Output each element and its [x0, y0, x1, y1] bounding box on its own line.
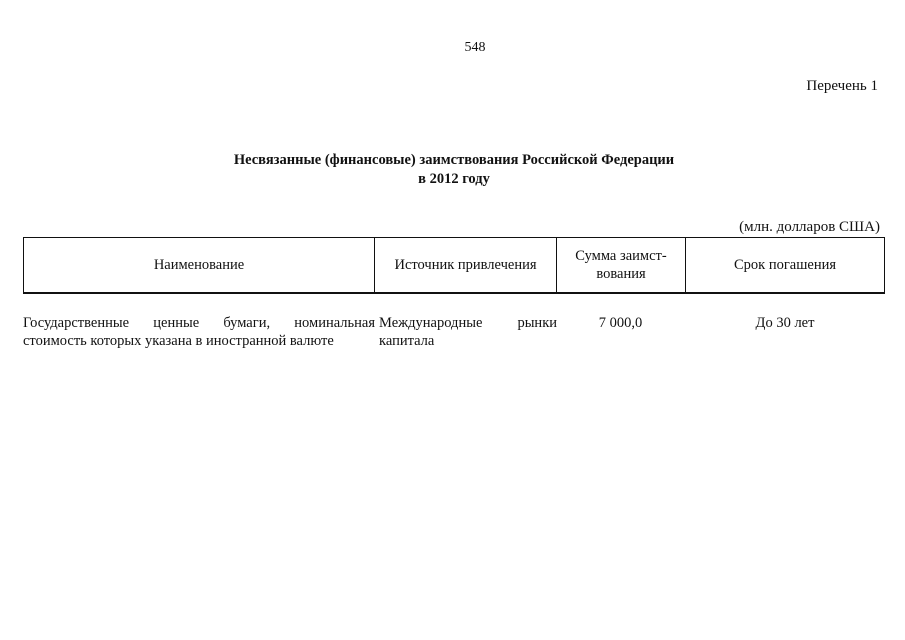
units-note: (млн. долларов США)	[739, 219, 880, 235]
header-name: Наименование	[24, 238, 375, 292]
header-amount: Сумма заимст-вования	[557, 238, 686, 292]
header-source: Источник привлечения	[375, 238, 557, 292]
list-label: Перечень 1	[806, 78, 878, 94]
table-header	[23, 237, 885, 294]
document-title-line-1: Несвязанные (финансовые) заимствования Российской Федерации	[233, 152, 675, 168]
page-number: 548	[464, 40, 486, 55]
row-amount: 7 000,0	[598, 315, 643, 331]
row-source: Международные рынки капитала	[379, 315, 557, 349]
document-title	[0, 151, 905, 189]
header-term: Срок погашения	[733, 257, 837, 273]
document-title-line-2: в 2012 году	[418, 171, 490, 187]
row-term: До 30 лет	[755, 315, 815, 331]
row-name: Государственные ценные бумаги, номинальная стоимость которых указана в иностранной валюте	[23, 315, 375, 349]
